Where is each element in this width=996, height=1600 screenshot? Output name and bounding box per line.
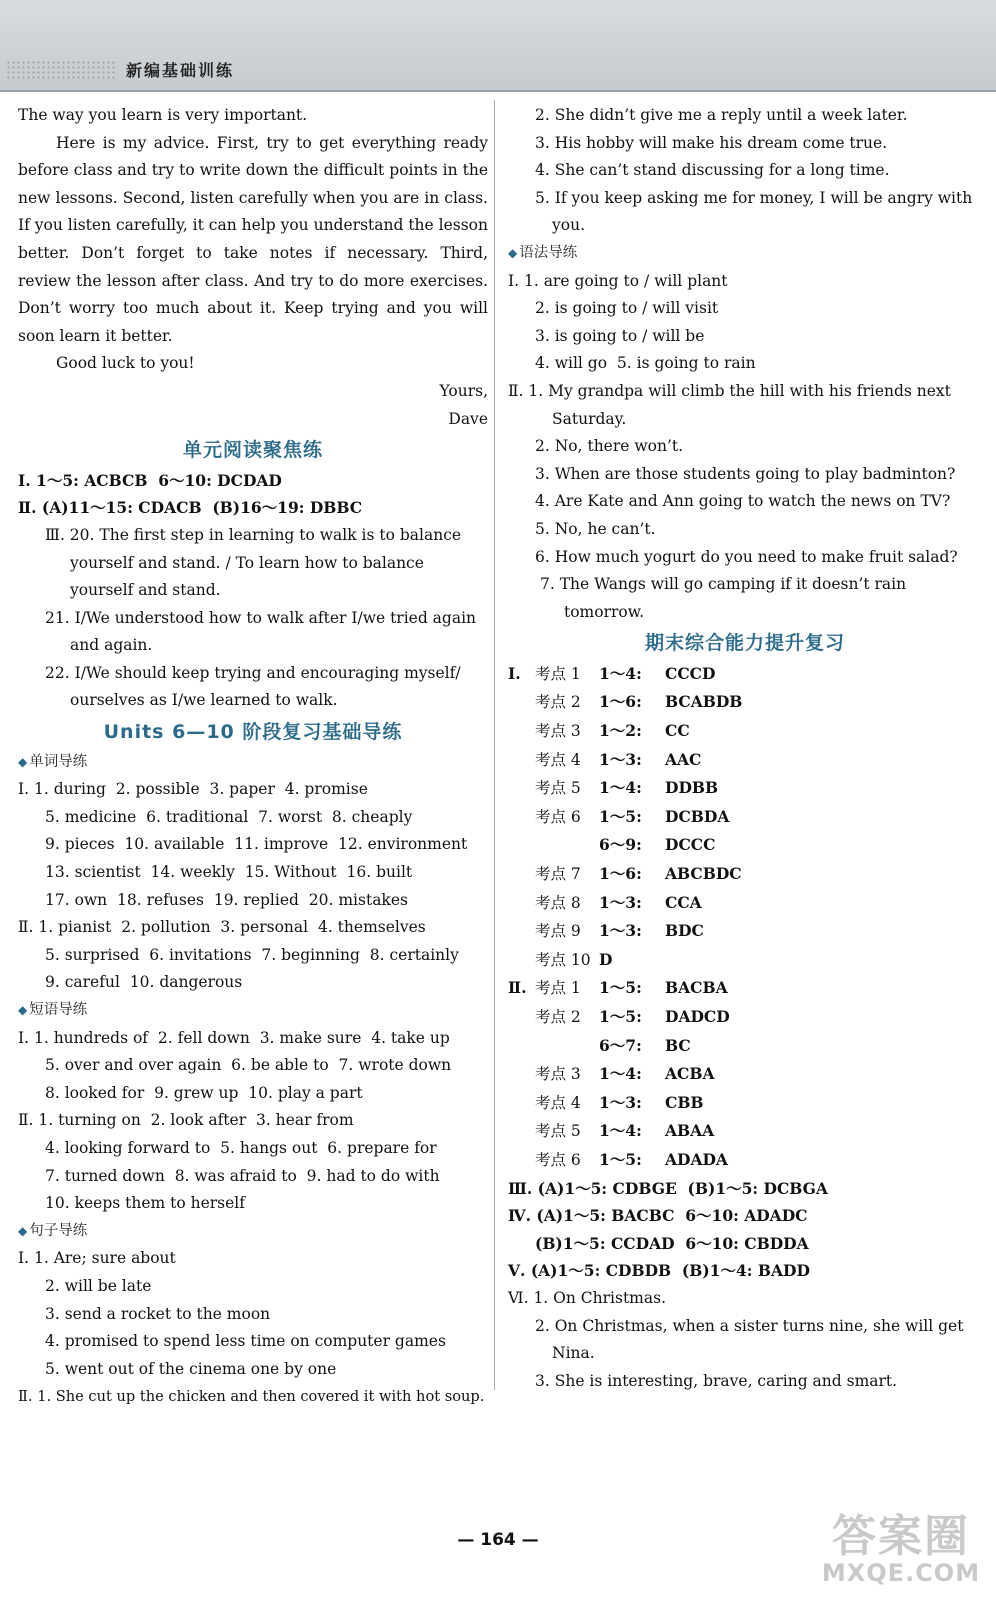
kaodian-row <box>508 688 982 717</box>
phrase-heading <box>18 997 488 1025</box>
kaodian-answer: CCA <box>665 892 702 912</box>
right-column <box>508 102 982 1395</box>
header-title: 新编基础训练 <box>126 61 235 80</box>
kaodian-answer: CC <box>665 721 690 741</box>
sentence-line: 2. will be late <box>45 1276 152 1295</box>
vocab-line: Ⅰ. 1. during 2. possible 3. paper 4. promise <box>18 780 368 799</box>
final-line: Ⅲ. (A)1～5: CDBGE (B)1～5: DCBGA <box>508 1178 828 1198</box>
sentence-line: Ⅱ. 1. She cut up the chicken and then covered it with hot soup. <box>18 1388 485 1406</box>
grammar-line: 3. When are those students going to play badminton? <box>535 464 956 483</box>
kaodian-row <box>508 1146 982 1175</box>
kaodian-row <box>508 1032 982 1061</box>
grammar-line: 4. Are Kate and Ann going to watch the news on TV? <box>535 492 951 511</box>
roman-prefix: Ⅰ. <box>508 663 521 683</box>
final-line: Ⅵ. 1. On Christmas. <box>508 1288 666 1307</box>
grammar-line: 5. No, he can’t. <box>535 519 656 538</box>
grammar-line: 2. No, there won’t. <box>535 437 684 456</box>
kaodian-label: 考点 5 <box>535 1122 581 1141</box>
kaodian-range: 1～5: <box>599 1007 642 1026</box>
kaodian-row <box>508 1060 982 1089</box>
units-section-title: Units 6—10 阶段复习基础导练 <box>103 721 403 744</box>
kaodian-answer: ABAA <box>665 1121 715 1141</box>
kaodian-answer: BCABDB <box>665 692 743 712</box>
letter-paragraph: Here is my advice. First, try to get everything ready before class and try to write down the difficult points in the new lessons. Second, listen carefully when you are in class. If you listen carefully, it can help you understand the lesson better. Don’t forget to take notes if necessary. Third, review the lesson after class. And try to do more exercises. Don’t worry too much about it. Keep trying and you will soon learn it better. <box>18 133 488 345</box>
roman-prefix: Ⅱ. <box>508 978 527 998</box>
letter-signature: Dave <box>448 409 488 428</box>
page-number: — 164 — <box>457 1530 539 1550</box>
kaodian-answer: ADADA <box>665 1149 728 1169</box>
sentence-line: 2. She didn’t give me a reply until a week later. <box>535 106 908 124</box>
column-divider <box>494 100 495 1390</box>
kaodian-label: 考点 1 <box>535 664 581 683</box>
kaodian-range: 1～6: <box>599 864 642 884</box>
vocab-line: 5. surprised 6. invitations 7. beginning 8. certainly <box>45 945 459 964</box>
kaodian-label: 考点 2 <box>535 1008 581 1026</box>
sentence-line: 4. promised to spend less time on computer games <box>45 1332 446 1351</box>
kaodian-label: 考点 7 <box>535 865 581 884</box>
kaodian-label: 考点 5 <box>535 779 581 798</box>
kaodian-label: 考点 2 <box>535 693 581 712</box>
grammar-heading-label: 语法导练 <box>519 244 578 261</box>
vocab-heading <box>18 749 488 777</box>
kaodian-label: 考点 1 <box>535 979 581 998</box>
kaodian-answer: BDC <box>665 921 704 941</box>
vocab-line: 13. scientist 14. weekly 15. Without 16. built <box>45 863 413 882</box>
grammar-line: 2. is going to / will visit <box>535 299 719 318</box>
diamond-icon: ◆ <box>508 245 518 260</box>
reading-answer: 22. I/We should keep trying and encouraging myself/ ourselves as I/we learned to walk. <box>45 663 466 710</box>
kaodian-row <box>508 774 982 803</box>
watermark-logo: 答案圈 MXQE.COM <box>821 1511 981 1587</box>
kaodian-row <box>508 1117 982 1146</box>
kaodian-range: 6～7: <box>599 1035 642 1055</box>
kaodian-answer: CBB <box>665 1092 704 1112</box>
kaodian-range: 1～4: <box>599 1064 642 1084</box>
phrase-heading-label: 短语导练 <box>29 1002 88 1018</box>
kaodian-range: 1～3: <box>599 749 642 769</box>
kaodian-answer: DCCC <box>665 835 716 855</box>
kaodian-row <box>508 946 982 975</box>
grammar-heading <box>508 240 982 268</box>
grammar-line: 4. will go 5. is going to rain <box>535 354 756 373</box>
kaodian-answer: DADCD <box>665 1007 730 1026</box>
letter-closing: Good luck to you! <box>56 354 195 373</box>
kaodian-row <box>508 860 982 889</box>
grammar-line: Ⅰ. 1. are going to / will plant <box>508 271 728 290</box>
final-line: Ⅴ. (A)1～5: CDBDB (B)1～4: BADD <box>508 1261 810 1281</box>
kaodian-range: 1～2: <box>599 721 642 741</box>
kaodian-row <box>508 803 982 832</box>
reading-answer: Ⅰ. 1～5: ACBCB 6～10: DCDAD <box>18 470 282 490</box>
kaodian-row <box>508 1089 982 1118</box>
phrase-line: Ⅰ. 1. hundreds of 2. fell down 3. make sure 4. take up <box>18 1028 450 1047</box>
phrase-line: Ⅱ. 1. turning on 2. look after 3. hear from <box>18 1111 354 1130</box>
kaodian-range: D <box>599 949 613 969</box>
kaodian-range: 1～5: <box>599 1149 642 1169</box>
kaodian-answer: ACBA <box>665 1064 715 1084</box>
letter-signoff: Yours, <box>439 381 488 400</box>
grammar-line: Ⅱ. 1. My grandpa will climb the hill with his friends next Saturday. <box>508 381 956 428</box>
kaodian-label: 考点 9 <box>535 922 581 941</box>
kaodian-range: 1～6: <box>599 692 642 712</box>
vocab-line: 9. careful 10. dangerous <box>45 973 243 992</box>
reading-section-title: 单元阅读聚焦练 <box>182 439 323 462</box>
kaodian-answer: BC <box>665 1035 691 1055</box>
header-dot-pattern <box>6 60 116 80</box>
kaodian-label: 考点 10 <box>535 950 591 969</box>
final-line: Ⅳ. (A)1～5: BACBC 6～10: ADADC <box>508 1206 808 1226</box>
kaodian-range: 1～3: <box>599 892 642 912</box>
kaodian-answer: ABCBDC <box>665 864 742 884</box>
kaodian-answer: BACBA <box>665 978 728 998</box>
grammar-line: 3. is going to / will be <box>535 326 705 345</box>
phrase-line: 5. over and over again 6. be able to 7. wrote down <box>45 1056 452 1075</box>
letter-line: The way you learn is very important. <box>18 106 308 124</box>
vocab-heading-label: 单词导练 <box>29 753 88 770</box>
reading-answer: 21. I/We understood how to walk after I/we tried again and again. <box>45 608 481 655</box>
kaodian-range: 1～3: <box>599 1092 642 1112</box>
kaodian-label: 考点 3 <box>535 1065 581 1084</box>
phrase-line: 7. turned down 8. was afraid to 9. had to do with <box>45 1166 440 1185</box>
vocab-line: 5. medicine 6. traditional 7. worst 8. cheaply <box>45 807 413 826</box>
sentence-line: Ⅰ. 1. Are; sure about <box>18 1249 176 1268</box>
kaodian-label: 考点 8 <box>535 893 581 912</box>
kaodian-row <box>508 889 982 918</box>
kaodian-answer: DCBDA <box>665 806 730 826</box>
grammar-line: 7. The Wangs will go camping if it doesn’t rain tomorrow. <box>540 575 912 621</box>
kaodian-row <box>508 660 982 689</box>
sentence-line: 3. send a rocket to the moon <box>45 1304 271 1323</box>
grammar-line: 6. How much yogurt do you need to make fruit salad? <box>535 547 958 566</box>
kaodian-label: 考点 4 <box>535 1093 581 1112</box>
sentence-line: 5. If you keep asking me for money, I will be angry with you. <box>535 188 978 235</box>
diamond-icon: ◆ <box>18 754 28 769</box>
kaodian-label: 考点 6 <box>535 807 581 826</box>
kaodian-range: 1～4: <box>599 1121 642 1141</box>
left-column <box>18 102 488 1411</box>
sentence-heading <box>18 1218 488 1246</box>
sentence-line: 4. She can’t stand discussing for a long time. <box>535 161 890 180</box>
kaodian-answer: CCCD <box>665 663 716 683</box>
final-section-title: 期末综合能力提升复习 <box>644 632 845 655</box>
kaodian-answer: DDBB <box>665 778 719 798</box>
final-review-part-1 <box>508 660 982 975</box>
kaodian-row <box>508 746 982 775</box>
kaodian-range: 1～5: <box>599 978 642 998</box>
vocab-line: 17. own 18. refuses 19. replied 20. mistakes <box>45 890 408 909</box>
kaodian-row <box>508 974 982 1003</box>
kaodian-label: 考点 6 <box>535 1150 581 1169</box>
final-line: 3. She is interesting, brave, caring and smart. <box>535 1371 898 1390</box>
header-band <box>0 0 996 92</box>
phrase-line: 4. looking forward to 5. hangs out 6. prepare for <box>45 1138 437 1157</box>
kaodian-row <box>508 831 982 860</box>
kaodian-row <box>508 1003 982 1032</box>
reading-answer: Ⅱ. (A)11～15: CDACB (B)16～19: DBBC <box>18 498 363 518</box>
kaodian-range: 1～4: <box>599 778 642 798</box>
kaodian-row <box>508 917 982 946</box>
reading-answer: Ⅲ. 20. The first step in learning to walk is to balance yourself and stand. / To learn how to balance yourself and stand. <box>45 525 467 600</box>
kaodian-range: 1～3: <box>599 921 642 941</box>
kaodian-range: 1～5: <box>599 806 642 826</box>
kaodian-answer: AAC <box>665 749 702 769</box>
kaodian-range: 1～4: <box>599 663 642 683</box>
vocab-line: Ⅱ. 1. pianist 2. pollution 3. personal 4. themselves <box>18 918 426 937</box>
kaodian-range: 6～9: <box>599 835 642 855</box>
phrase-line: 8. looked for 9. grew up 10. play a part <box>45 1083 363 1102</box>
sentence-line: 5. went out of the cinema one by one <box>45 1359 337 1378</box>
final-review-part-2 <box>508 974 982 1174</box>
kaodian-label: 考点 4 <box>535 750 581 769</box>
kaodian-label: 考点 3 <box>535 722 581 741</box>
diamond-icon: ◆ <box>18 1003 28 1017</box>
final-line: (B)1～5: CCDAD 6～10: CBDDA <box>535 1233 809 1253</box>
sentence-heading-label: 句子导练 <box>29 1222 88 1239</box>
vocab-line: 9. pieces 10. available 11. improve 12. environment <box>45 835 468 854</box>
phrase-line: 10. keeps them to herself <box>45 1194 246 1213</box>
diamond-icon: ◆ <box>18 1223 28 1238</box>
sentence-line: 3. His hobby will make his dream come true. <box>535 133 888 152</box>
final-line: 2. On Christmas, when a sister turns nine, she will get Nina. <box>535 1316 969 1363</box>
kaodian-row <box>508 717 982 746</box>
